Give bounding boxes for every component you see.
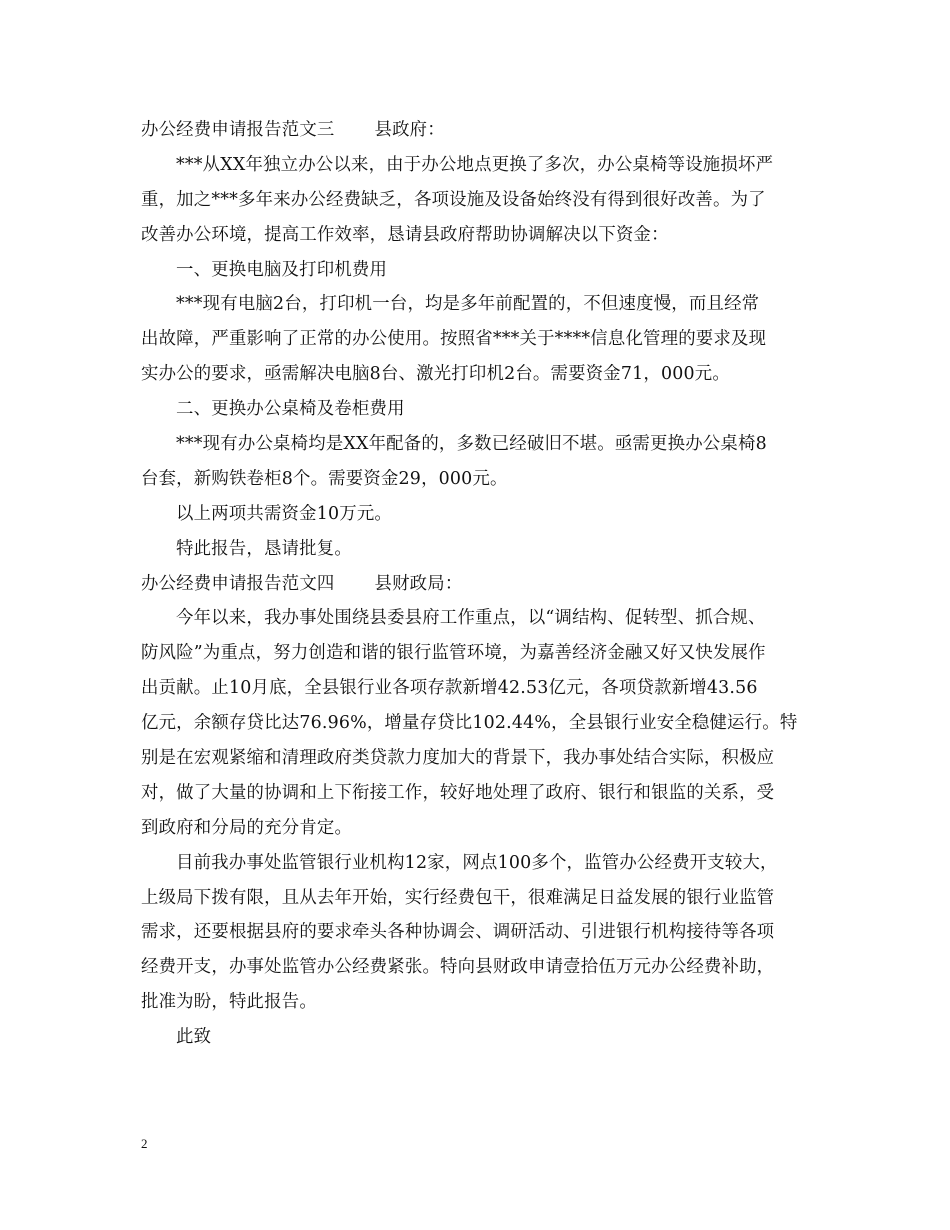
paragraph-line: 亿元，余额存贷比达76.96%，增量存贷比102.44%，全县银行业安全稳健运行。特 bbox=[141, 713, 798, 734]
paragraph-line: 别是在宏观紧缩和清理政府类贷款力度加大的背景下，我办事处结合实际，积极应 bbox=[141, 748, 775, 769]
paragraph-line: 批准为盼，特此报告。 bbox=[141, 992, 317, 1013]
section-heading-computers: 一、更换电脑及打印机费用 bbox=[176, 259, 388, 280]
closing-line: 此致 bbox=[176, 1027, 212, 1048]
paragraph-line: ***从XX年独立办公以来，由于办公地点更换了多次，办公桌椅等设施损坏严 bbox=[176, 154, 774, 175]
paragraph-line: 台套，新购铁卷柜8个。需要资金29，000元。 bbox=[141, 468, 508, 489]
section-heading-furniture: 二、更换办公桌椅及卷柜费用 bbox=[176, 399, 405, 420]
paragraph-line: 目前我办事处监管银行业机构12家，网点100多个，监管办公经费开支较大， bbox=[176, 852, 778, 873]
paragraph-line: ***现有办公桌椅均是XX年配备的，多数已经破旧不堪。亟需更换办公桌椅8 bbox=[176, 434, 767, 455]
paragraph-line: 上级局下拨有限，且从去年开始，实行经费包干，很难满足日益发展的银行业监管 bbox=[141, 887, 775, 908]
paragraph-line: 防风险”为重点，努力创造和谐的银行监管环境，为嘉善经济金融又好又快发展作 bbox=[141, 643, 766, 664]
heading-sample-three: 办公经费申请报告范文三 县政府： bbox=[141, 120, 445, 140]
paragraph-line: 到政府和分局的充分肯定。 bbox=[141, 817, 353, 838]
heading-sample-four: 办公经费申请报告范文四 县财政局： bbox=[141, 573, 463, 594]
paragraph-line: 今年以来，我办事处围绕县委县府工作重点，以“调结构、促转型、抓合规、 bbox=[176, 608, 766, 629]
page-number: 2 bbox=[141, 1136, 148, 1151]
paragraph-line: 对，做了大量的协调和上下衔接工作，较好地处理了政府、银行和银监的关系，受 bbox=[141, 782, 775, 803]
paragraph-line: 实办公的要求，亟需解决电脑8台、激光打印机2台。需要资金71，000元。 bbox=[141, 364, 730, 385]
paragraph-line: 经费开支，办事处监管办公经费紧张。特向县财政申请壹拾伍万元办公经费补助， bbox=[141, 957, 775, 978]
paragraph-line: 出故障，严重影响了正常的办公使用。按照省***关于****信息化管理的要求及现 bbox=[141, 329, 767, 350]
paragraph-line: 需求，还要根据县府的要求牵头各种协调会、调研活动、引进银行机构接待等各项 bbox=[141, 922, 775, 943]
paragraph-line: 特此报告，恳请批复。 bbox=[176, 538, 352, 559]
paragraph-line: 出贡献。止10月底，全县银行业各项存款新增42.53亿元，各项贷款新增43.56 bbox=[141, 678, 758, 699]
paragraph-line: 改善办公环境，提高工作效率，恳请县政府帮助协调解决以下资金： bbox=[141, 224, 669, 245]
paragraph-line: 重，加之***多年来办公经费缺乏，各项设施及设备始终没有得到很好改善。为了 bbox=[141, 189, 766, 210]
paragraph-line: ***现有电脑2台，打印机一台，均是多年前配置的，不但速度慢，而且经常 bbox=[176, 294, 760, 315]
document-body bbox=[141, 113, 816, 1055]
paragraph-line: 以上两项共需资金10万元。 bbox=[176, 503, 393, 524]
